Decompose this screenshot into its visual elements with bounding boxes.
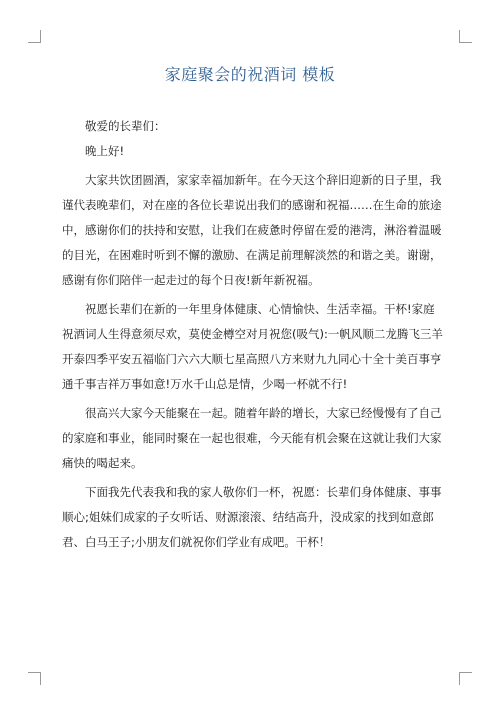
paragraph-1: 大家共饮团圆酒，家家幸福加新年。在今天这个辞旧迎新的日子里，我谨代表晚辈们，对在座的各位长辈说出我们的感谢和祝福……在生命的旅途中，感谢你们的扶持和安慰，让我们在疲惫时停留在爱的港湾，淋浴着温暖的目光，在困难时听到不懈的激励、在满足前理解淡然的和谐之美。谢谢，感谢有你们陪伴一起走过的每个日夜!新年新祝福。 — [62, 173, 442, 287]
document-body — [62, 114, 444, 555]
paragraph-3: 很高兴大家今天能聚在一起。随着年龄的增长，大家已经慢慢有了自己的家庭和事业，能同时聚在一起也很难，今天能有机会聚在这就让我们大家痛快的喝起来。 — [62, 406, 442, 470]
crop-mark-top-left — [28, 30, 41, 43]
document-title: 家庭聚会的祝酒词 模板 — [164, 65, 336, 84]
crop-mark-bottom-right — [459, 672, 472, 685]
salutation: 敬爱的长辈们： — [85, 119, 166, 133]
paragraph-2: 祝愿长辈们在新的一年里身体健康、心情愉快、生活幸福。干杯!家庭祝酒词人生得意须尽欢，莫使金樽空对月祝您(吸气):一帆风顺二龙腾飞三羊开泰四季平安五福临门六六大顺七星高照八方来财九九同心十全十美百事亨通千事吉祥万事如意!万水千山总是情，少喝一杯就不行! — [62, 302, 443, 391]
crop-mark-bottom-left — [28, 672, 41, 685]
paragraph-4: 下面我先代表我和我的家人敬你们一杯，祝愿：长辈们身体健康、事事顺心;姐妹们成家的子女听话、财源滚滚、结结高升，没成家的找到如意郎君、白马王子;小朋友们就祝你们学业有成吧。干杯！ — [62, 485, 442, 549]
greeting: 晚上好! — [85, 144, 125, 158]
crop-mark-top-right — [459, 30, 472, 43]
